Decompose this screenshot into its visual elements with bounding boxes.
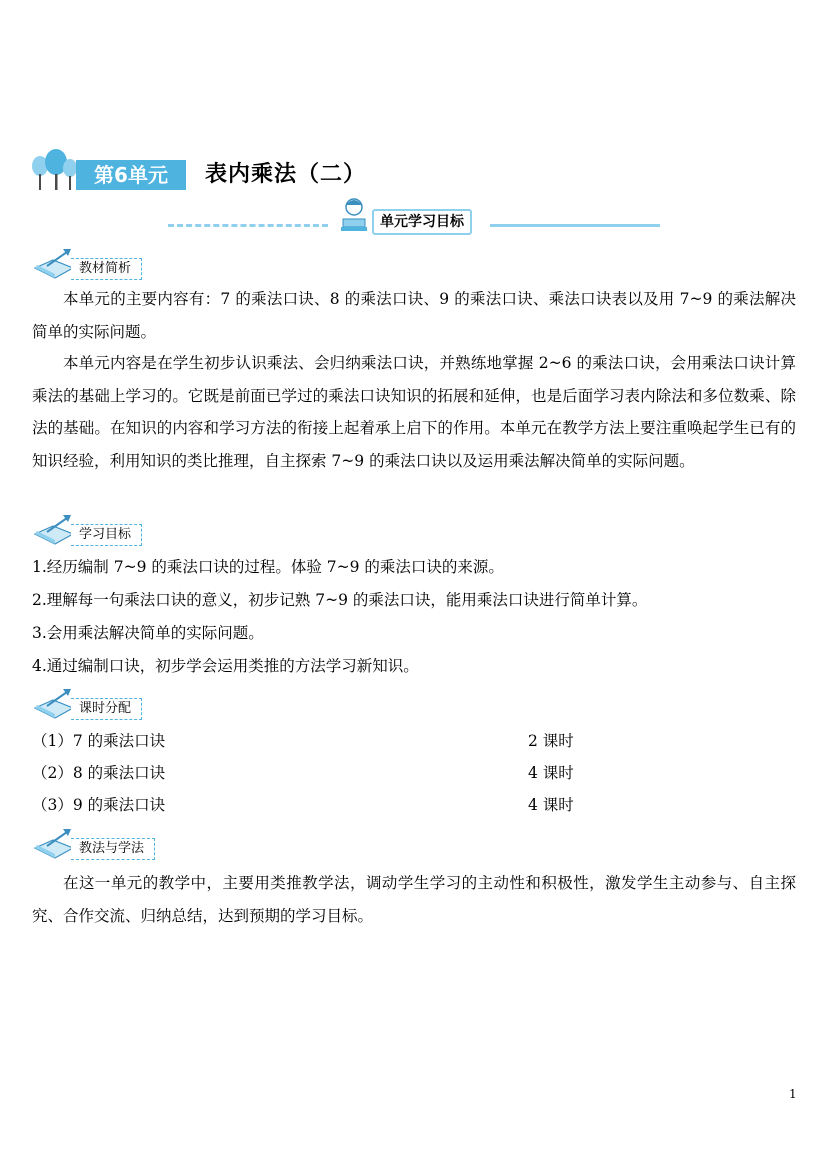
schedule-row: [32, 730, 592, 752]
page-number: 1: [789, 1087, 797, 1101]
unit-header: [30, 148, 670, 192]
section-title: 教材简析: [71, 258, 142, 280]
schedule-lesson: （3）9 的乘法口诀: [32, 796, 166, 814]
objective-item: 4.通过编制口诀，初步学会运用类推的方法学习新知识。: [32, 657, 419, 675]
unit-number-badge: 第6单元: [76, 160, 186, 190]
schedule-hours: 4 课时: [528, 764, 574, 782]
student-reading-icon: [338, 195, 370, 235]
section-heading-methods: [33, 826, 173, 860]
section-heading-schedule: [33, 686, 173, 720]
banner-dashed-line: [168, 224, 328, 231]
objective-item: 2.理解每一句乘法口诀的意义，初步记熟 7~9 的乘法口诀，能用乘法口诀进行简单计算。: [32, 591, 648, 609]
banner-solid-line: [490, 224, 660, 227]
unit-goals-banner: [168, 195, 660, 235]
schedule-hours: 2 课时: [528, 732, 574, 750]
trees-icon: [30, 148, 78, 192]
unit-title: 表内乘法（二）: [205, 162, 367, 187]
objective-item: 1.经历编制 7~9 的乘法口诀的过程。体验 7~9 的乘法口诀的来源。: [32, 558, 504, 576]
section-title: 教法与学法: [71, 838, 155, 860]
schedule-row: [32, 762, 592, 784]
objective-item: 3.会用乘法解决简单的实际问题。: [32, 624, 264, 642]
unit-goals-label: 单元学习目标: [372, 209, 472, 235]
schedule-lesson: （1）7 的乘法口诀: [32, 732, 166, 750]
schedule-hours: 4 课时: [528, 796, 574, 814]
schedule-lesson: （2）8 的乘法口诀: [32, 764, 166, 782]
section-title: 课时分配: [71, 698, 142, 720]
material-paragraph-1: 本单元的主要内容有：7 的乘法口诀、8 的乘法口诀、9 的乘法口诀、乘法口诀表以及用 7~9 的乘法解决简单的实际问题。: [32, 290, 796, 341]
section-title: 学习目标: [71, 524, 142, 546]
section-heading-objectives: [33, 512, 173, 546]
material-paragraph-2: 本单元内容是在学生初步认识乘法、会归纳乘法口诀，并熟练地掌握 2~6 的乘法口诀，会用乘法口诀计算乘法的基础上学习的。它既是前面已学过的乘法口诀知识的拓展和延伸，也是后面学习表内除法和多位数乘、除法的基础。在知识的内容和学习方法的衔接上起着承上启下的作用。本单元在教学方法上要注重唤起学生已有的知识经验，利用知识的类比推理，自主探索 7~9 的乘法口诀以及运用乘法解决简单的实际问题。: [32, 354, 796, 470]
methods-paragraph: 在这一单元的教学中，主要用类推教学法，调动学生学习的主动性和积极性，激发学生主动参与、自主探究、合作交流、归纳总结，达到预期的学习目标。: [32, 874, 796, 925]
schedule-row: [32, 794, 592, 816]
section-heading-material: [33, 246, 173, 280]
